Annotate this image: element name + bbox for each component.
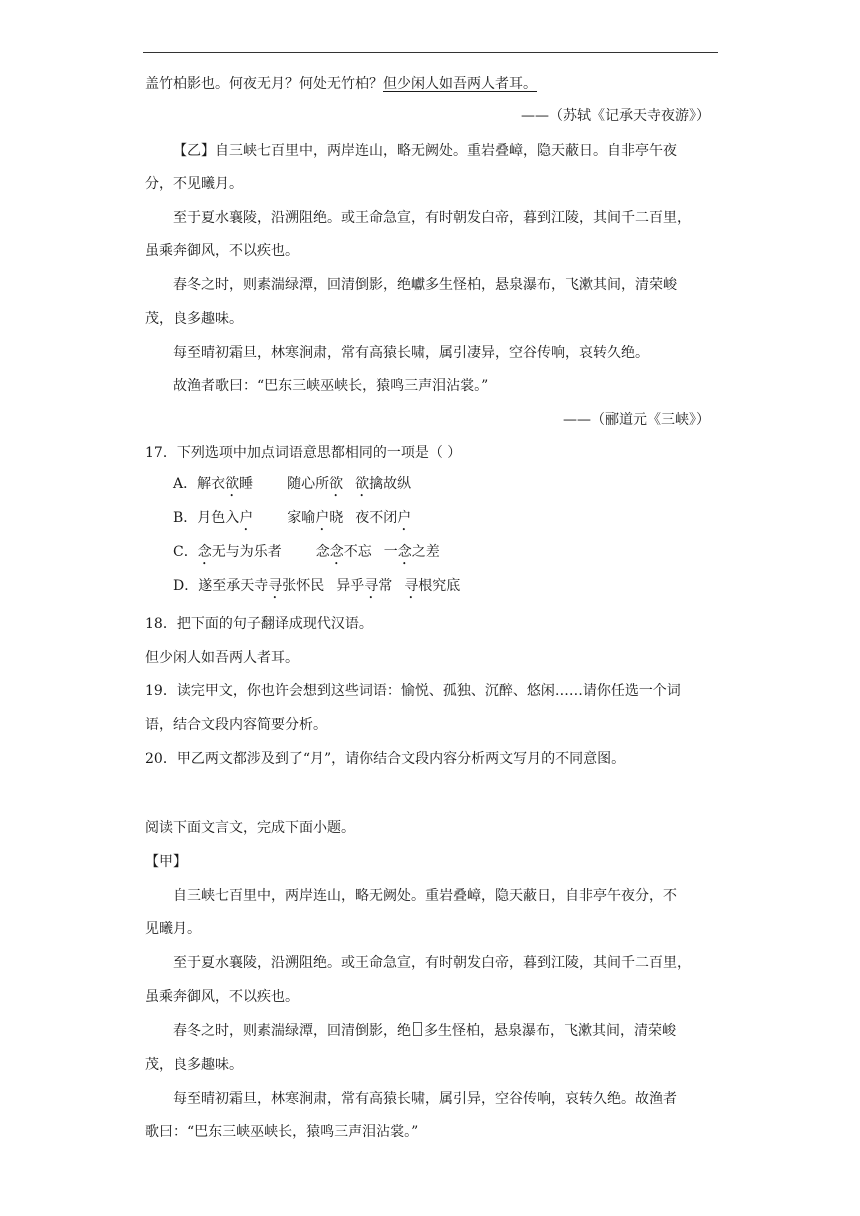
dotted-char: 户 [315,510,330,526]
dotted-char: 欲 [225,476,240,492]
part2-line: 虽乘奔御风，不以疾也。 [145,989,299,1005]
source-yi: ——（郦道元《三峡》） [563,412,710,428]
dotted-char: 寻 [268,578,283,594]
dotted-char: 欲 [355,476,370,492]
dotted-char: 户 [239,510,254,526]
jia-text: 盖竹柏影也。何夜无月？何处无竹柏？ [145,76,383,92]
part2-line: 见曦月。 [145,921,201,937]
question-18-stem: 18．把下面的句子翻译成现代汉语。 [145,616,373,632]
dotted-char: 寻 [404,578,419,594]
yi-line: 分，不见曦月。 [145,176,243,192]
option-a[interactable]: A．解衣欲睡 随心所欲 欲擒故纵 [173,476,412,492]
part2-intro: 阅读下面文言文，完成下面小题。 [145,820,355,836]
yi-line: 茂，良多趣味。 [145,311,243,327]
yi-line: 故渔者歌曰：“巴东三峡巫峡长，猿鸣三声泪沾裳。” [173,378,489,394]
part2-line: 春冬之时，则素湍绿潭，回清倒影，绝 多生怪柏，悬泉瀑布，飞漱其间，清荣峻 [173,1023,676,1039]
part2-line: 每至晴初霜旦，林寒涧肃，常有高猿长啸，属引异，空谷传响，哀转久绝。故渔者 [173,1091,677,1107]
dotted-char: 寻 [364,578,379,594]
yi-line: 至于夏水襄陵，沿溯阻绝。或王命急宣，有时朝发白帝，暮到江陵，其间千二百里， [173,210,691,226]
option-d[interactable]: D．遂至承天寺寻张怀民 异乎寻常 寻根究底 [173,578,461,594]
top-rule [143,52,718,53]
part2-line: 自三峡七百里中，两岸连山，略无阙处。重岩叠嶂，隐天蔽日，自非亭午夜分，不 [173,888,677,904]
dotted-char: 户 [397,510,412,526]
part2-line: 至于夏水襄陵，沿溯阻绝。或王命急宣，有时朝发白帝，暮到江陵，其间千二百里， [173,955,691,971]
part2-line: 茂，良多趣味。 [145,1057,243,1073]
question-18-sentence: 但少闲人如吾两人者耳。 [145,650,299,666]
question-19-line-2: 语，结合文段内容简要分析。 [145,717,327,733]
yi-tag: 【乙】 [173,143,215,159]
dotted-char: 念 [397,544,412,560]
yi-line: 春冬之时，则素湍绿潭，回清倒影，绝巘多生怪柏，悬泉瀑布，飞漱其间，清荣峻 [173,277,677,293]
part2-line: 歌曰：“巴东三峡巫峡长，猿鸣三声泪沾裳。” [145,1124,419,1140]
option-b[interactable]: B．月色入户 家喻户晓 夜不闭户 [173,510,412,526]
yi-line: 每至晴初霜旦，林寒涧肃，常有高猿长啸，属引凄异，空谷传响，哀转久绝。 [173,345,649,361]
missing-glyph-box [413,1022,422,1036]
dotted-char: 欲 [329,476,344,492]
dotted-char: 念 [329,544,344,560]
jia-tag: 【甲】 [145,854,187,870]
question-17-stem: 17．下列选项中加点词语意思都相同的一项是（ ） [145,445,462,461]
jia-last-line [145,74,537,94]
underlined-sentence: 但少闲人如吾两人者耳。 [383,76,537,92]
yi-text: 自三峡七百里中，两岸连山，略无阙处。重岩叠嶂，隐天蔽日。自非亭午夜 [215,143,677,159]
source-jia: ——（苏轼《记承天寺夜游》） [521,108,710,124]
yi-line: 虽乘奔御风，不以疾也。 [145,243,299,259]
question-19-line-1: 19．读完甲文，你也许会想到这些词语：愉悦、孤独、沉醉、悠闲……请你任选一个词 [145,683,681,699]
dotted-char: 念 [197,544,212,560]
question-20-stem: 20．甲乙两文都涉及到了“月”，请你结合文段内容分析两文写月的不同意图。 [145,751,626,767]
option-c[interactable]: C．念无与为乐者 念念不忘 一念之差 [173,544,440,560]
yi-paragraph-1 [173,141,677,161]
